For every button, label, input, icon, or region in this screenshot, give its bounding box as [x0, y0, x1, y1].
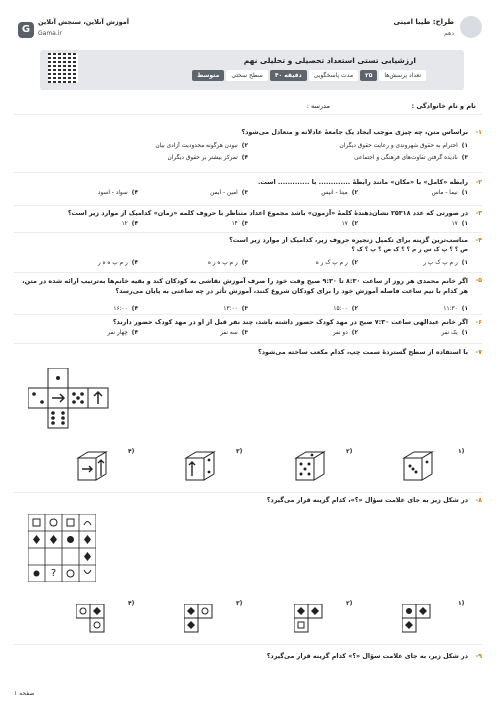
divider — [14, 492, 482, 493]
option-4-cube[interactable] — [74, 448, 110, 484]
option-2[interactable] — [342, 221, 358, 227]
option-number: ۱) — [461, 306, 468, 312]
pill-difficulty-value: متوسط — [192, 70, 224, 81]
pill-count-value: ۲۵ — [360, 70, 377, 81]
question-3 — [16, 209, 482, 231]
option-number: ۱) — [461, 190, 468, 196]
question-text: براساس متن، چه چیزی موجب ایجاد یک جامعهٔ عادلانه و متعادل می‌شود؟ — [241, 128, 468, 136]
option-number: ۴) — [241, 155, 248, 161]
option-text: ر م پ ه ه ر — [97, 260, 128, 266]
option-text: چهار نفر — [107, 330, 128, 336]
option-3[interactable] — [223, 306, 248, 312]
question-number: ۶- — [475, 318, 482, 326]
option-number: ۳) — [241, 330, 248, 336]
option-number: ۲) — [351, 221, 358, 227]
option-number: ۱) — [461, 260, 468, 266]
question-1 — [16, 128, 482, 168]
option-number: ۱) — [461, 143, 468, 149]
option-number: ۴) — [128, 448, 135, 455]
option-2-tiles[interactable] — [294, 604, 324, 634]
divider — [14, 205, 482, 206]
question-7 — [16, 348, 482, 360]
option-number: ۱) — [461, 221, 468, 227]
exam-title: ارزشیابی تستی استعداد تحصیلی و تحلیلی نهم — [243, 56, 416, 65]
option-number: ۴) — [131, 260, 138, 266]
pill-count-label: تعداد پرسش‌ها — [379, 70, 426, 81]
option-3[interactable] — [210, 190, 248, 196]
student-name-label: نام و نام خانوادگی : — [411, 102, 476, 110]
brand-url[interactable]: Gama.ir — [38, 30, 62, 37]
question-text: در صورتی که عدد ۲۵۳۱۸ نشان‌دهندهٔ کلمهٔ «آزمون» باشد مجموع اعداد متناظر با حروف کلمه «زمان» کدامیک از موارد زیر است؟ — [67, 209, 468, 217]
divider — [14, 272, 482, 273]
option-4[interactable] — [98, 190, 138, 196]
grid-question-mark: ? — [50, 568, 57, 579]
option-text: یک نفر — [441, 330, 458, 336]
option-text: ۱۷ — [451, 221, 458, 227]
option-number: ۲) — [351, 306, 358, 312]
divider — [14, 644, 482, 645]
question-4 — [16, 236, 482, 270]
option-number: ۲) — [241, 143, 248, 149]
question-number: ۷- — [475, 348, 482, 356]
option-4[interactable] — [98, 260, 138, 266]
option-number: ۲) — [346, 448, 353, 455]
letter-sequence: ص ؟ ؟ پ ک س ر م ؟ ؟ ک ص ؟ پ ؟ ک ؟ — [351, 247, 468, 253]
option-number: ۱) — [461, 330, 468, 336]
option-3[interactable] — [220, 330, 248, 336]
question-number: ۴- — [475, 236, 482, 244]
option-number: ۱) — [458, 448, 465, 455]
option-number: ۴) — [131, 221, 138, 227]
option-text: ۱۱:۳۰ — [443, 306, 458, 312]
option-text: تمرکز بیشتر بر حقوق دیگران — [167, 155, 238, 161]
option-1[interactable] — [432, 190, 468, 196]
designer-avatar — [460, 16, 482, 38]
question-text: با استفاده از سطح گستردهٔ سمت چپ، کدام مکعب ساخته می‌شود؟ — [258, 348, 468, 356]
option-number: ۲) — [351, 330, 358, 336]
cube-net-figure — [28, 368, 124, 432]
option-number: ۳) — [461, 155, 468, 161]
option-1-tiles[interactable] — [402, 604, 432, 634]
option-text: نبودن هرگونه محدودیت آزادی بیان — [155, 143, 238, 149]
option-1[interactable] — [443, 306, 468, 312]
option-number: ۲) — [346, 600, 353, 607]
option-text: احترام به حقوق شهروندی و رعایت حقوق دیگران — [339, 143, 458, 149]
designer-name: طراح: طیبا امینی — [393, 18, 454, 26]
divider — [14, 314, 482, 315]
question-6 — [16, 318, 482, 342]
question-number: ۱- — [475, 128, 482, 136]
option-2[interactable] — [316, 260, 358, 266]
option-1[interactable] — [423, 260, 468, 266]
option-number: ۴) — [131, 190, 138, 196]
pill-duration-label: مدت پاسخگویی — [309, 70, 358, 81]
option-number: ۴) — [131, 330, 138, 336]
option-3-tiles[interactable] — [184, 604, 214, 634]
question-text: در شکل زیر به جای علامت سؤال «؟»، کدام گزینه قرار می‌گیرد؟ — [266, 496, 468, 504]
option-2[interactable] — [155, 143, 248, 149]
option-1[interactable] — [441, 330, 468, 336]
divider — [14, 172, 482, 173]
option-4[interactable] — [107, 330, 138, 336]
question-number: ۲- — [475, 178, 482, 186]
option-3[interactable] — [208, 260, 248, 266]
pill-duration-value: ۴۰ دقیقه — [270, 70, 307, 81]
option-text: نادیده گرفتن تفاوت‌های فرهنگی و اجتماعی — [354, 155, 458, 161]
brand-name: آموزش آنلاین، سنجش آنلاین — [38, 18, 130, 26]
question-text: در شکل زیر، به جای علامت سؤال «؟» کدام گزینه قرار می‌گیرد؟ — [266, 652, 468, 660]
option-number: ۳) — [241, 221, 248, 227]
option-text: سه نفر — [220, 330, 238, 336]
option-number: ۴) — [128, 600, 135, 607]
option-1-cube[interactable] — [400, 448, 436, 484]
page-number: صفحه ۱ — [14, 690, 35, 697]
option-text: ۱۴ — [231, 221, 238, 227]
option-number: ۲) — [351, 190, 358, 196]
pill-difficulty-label: سطح سختی — [226, 70, 267, 81]
divider — [14, 114, 482, 115]
question-text: مناسب‌ترین گزینه برای تکمیل زنجیره حروف زیر، کدامیک از موارد زیر است؟ — [229, 236, 468, 244]
question-number: ۹- — [475, 652, 482, 660]
pattern-grid-figure — [28, 514, 96, 582]
option-number: ۳) — [236, 600, 243, 607]
option-text: نیما - ماس — [431, 190, 458, 196]
option-3-cube[interactable] — [182, 448, 218, 484]
option-text: ر م پ ک پ ر — [423, 260, 458, 266]
option-text: ۱۷ — [341, 221, 348, 227]
option-4-tiles[interactable] — [76, 604, 106, 634]
option-number: ۴) — [131, 306, 138, 312]
option-number: ۱) — [458, 600, 465, 607]
option-text: ۱۳:۰۰ — [223, 306, 238, 312]
question-5 — [16, 276, 482, 316]
option-3[interactable] — [354, 155, 468, 161]
question-8 — [16, 496, 482, 508]
question-text: اگر خانم عبدالهی ساعت ۷:۳۰ صبح در مهد کودک حضور داشته باشد، چند نفر قبل از او در مهد کودک حضور دارند؟ — [112, 318, 468, 326]
option-text: ۱۶:۰۰ — [113, 306, 128, 312]
option-2-cube[interactable] — [292, 448, 328, 484]
school-label: مدرسه : — [306, 102, 330, 110]
option-text: ۱۵:۰۰ — [333, 306, 348, 312]
option-1[interactable] — [340, 143, 469, 149]
option-text: دو نفر — [332, 330, 348, 336]
option-text: مینا - انیس — [321, 190, 348, 196]
question-text: اگر خانم محمدی هر روز از ساعت ۸:۳۰ تا ۹:۳۰ صبح وقت خود را صرف آموزش نقاشی به کودکان کند و بقیه خانم‌ها به‌ترتیب ارائه شده در متن، هر کدام با نیم ساعت فاصله آموزش خود را برای کودکان شروع کنند، آموزش تأثر در چه ساعتی به پایان می‌رسد؟ — [22, 277, 468, 295]
option-2[interactable] — [321, 190, 358, 196]
option-text: امین - ایمن — [210, 190, 238, 196]
option-text: ۱۲ — [121, 221, 128, 227]
option-2[interactable] — [333, 330, 358, 336]
option-text: ر م پ ک ر ه — [315, 260, 348, 266]
brand-logo: G — [18, 22, 34, 38]
option-number: ۳) — [236, 448, 243, 455]
divider — [14, 232, 482, 233]
option-4[interactable] — [113, 306, 138, 312]
option-number: ۳) — [241, 306, 248, 312]
option-text: ر م پ ه ر ه — [207, 260, 238, 266]
option-3[interactable] — [232, 221, 248, 227]
option-1[interactable] — [452, 221, 468, 227]
option-4[interactable] — [122, 221, 138, 227]
question-number: ۵- — [475, 276, 482, 284]
exam-info-pills — [192, 70, 426, 81]
qr-code-overlay — [48, 53, 78, 83]
option-4[interactable] — [168, 155, 248, 161]
question-text: رابطه «کامل» با «مکان» مانند رابطهٔ ............. با ............. است. — [257, 178, 468, 186]
divider — [14, 343, 482, 344]
question-number: ۸- — [475, 496, 482, 504]
option-number: ۳) — [241, 190, 248, 196]
grade-label: دهم — [444, 30, 454, 37]
option-text: سواد - اسود — [97, 190, 128, 196]
option-2[interactable] — [333, 306, 358, 312]
option-number: ۳) — [241, 260, 248, 266]
question-number: ۳- — [475, 209, 482, 217]
question-2 — [16, 178, 482, 204]
question-9 — [16, 652, 482, 664]
option-number: ۲) — [351, 260, 358, 266]
